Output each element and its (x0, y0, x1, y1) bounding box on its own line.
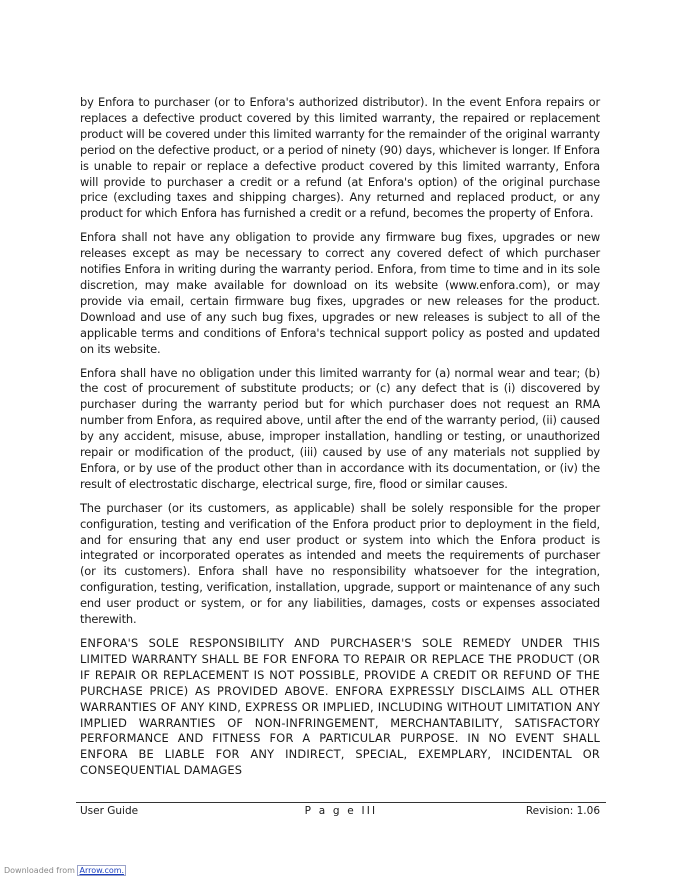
footer-page-number: P a g e III (304, 805, 378, 817)
document-body (80, 95, 600, 780)
paragraph-warranty-repair: by Enfora to purchaser (or to Enfora's authorized distributor). In the event Enfora repairs or replaces a defective product covered by this limited warranty, the repaired or replacement product will be covered under this limited warranty for the remainder of the original warranty period on the defective product, or a period of ninety (90) days, whichever is longer. If Enfora is unable to repair or replace a defective product covered by this limited warranty, Enfora will provide to purchaser a credit or a refund (at Enfora's option) of the original purchase price (excluding taxes and shipping charges). Any returned and replaced product, or any product for which Enfora has furnished a credit or a refund, becomes the property of Enfora. (80, 95, 600, 221)
paragraph-purchaser-responsibility: The purchaser (or its customers, as applicable) shall be solely responsible for the proper configuration, testing and verification of the Enfora product prior to deployment in the field, and for ensuring that any end user product or system into which the Enfora product is integrated or incorporated operates as intended and meets the requirements of purchaser (or its customers). Enfora shall have no responsibility whatsoever for the integration, configuration, testing, verification, installation, upgrade, support or maintenance of any such end user product or system, or for any liabilities, damages, costs or expenses associated therewith. (80, 500, 600, 627)
download-prefix: Downloaded from (4, 866, 75, 875)
footer-revision: Revision: 1.06 (525, 805, 600, 817)
paragraph-warranty-exclusions: Enfora shall have no obligation under this limited warranty for (a) normal wear and tear; (b) the cost of procurement of substitute products; or (c) any defect that is (i) discovered by purchaser during the warranty period but for which purchaser does not request an RMA number from Enfora, as required above, until after the end of the warranty period, (ii) caused by any accident, misuse, abuse, improper installation, handling or testing, or unauthorized repair or modification of the product, (iii) caused by use of any materials not supplied by Enfora, or by use of the product other than in accordance with its documentation, or (iv) the result of electrostatic discharge, electrical surge, fire, flood or similar causes. (80, 365, 600, 491)
arrow-link[interactable]: Arrow.com. (79, 866, 125, 875)
page-footer (76, 802, 606, 819)
paragraph-firmware-updates: Enfora shall not have any obligation to provide any firmware bug fixes, upgrades or new releases except as may be necessary to correct any covered defect of which purchaser notifies Enfora in writing during the warranty period. Enfora, from time to time and in its sole discretion, may make available for download on its website (www.enfora.com), or may provide via email, certain firmware bug fixes, upgrades or new releases for the product. Download and use of any such bug fixes, upgrades or new releases is subject to all of the applicable terms and conditions of Enfora's technical support policy as posted and updated on its website. (80, 230, 600, 356)
footer-doc-title: User Guide (80, 805, 139, 817)
paragraph-disclaimer: ENFORA'S SOLE RESPONSIBILITY AND PURCHASER'S SOLE REMEDY UNDER THIS LIMITED WARRANTY SHALL BE FOR ENFORA TO REPAIR OR REPLACE THE PRODUCT (OR IF REPAIR OR REPLACEMENT IS NOT POSSIBLE, PROVIDE A CREDIT OR REFUND OF THE PURCHASE PRICE) AS PROVIDED ABOVE. ENFORA EXPRESSLY DISCLAIMS ALL OTHER WARRANTIES OF ANY KIND, EXPRESS OR IMPLIED, INCLUDING WITHOUT LIMITATION ANY IMPLIED WARRANTIES OF NON-INFRINGEMENT, MERCHANTABILITY, SATISFACTORY PERFORMANCE AND FITNESS FOR A PARTICULAR PURPOSE. IN NO EVENT SHALL ENFORA BE LIABLE FOR ANY INDIRECT, SPECIAL, EXEMPLARY, INCIDENTAL OR CONSEQUENTIAL DAMAGES (80, 636, 600, 778)
download-notice (4, 866, 126, 875)
